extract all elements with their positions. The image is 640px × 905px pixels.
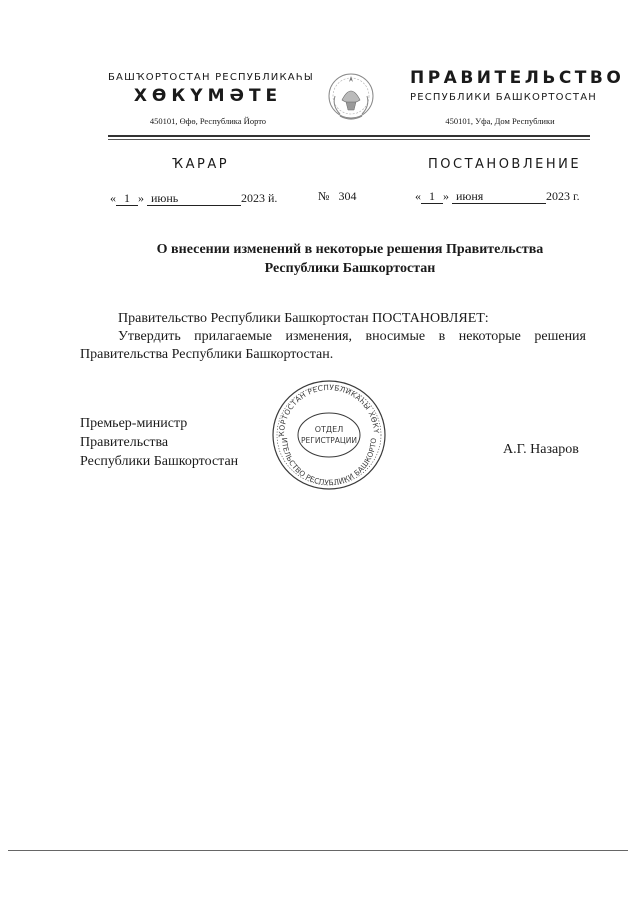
coat-of-arms-icon xyxy=(326,66,376,128)
body-line-2: Утвердить прилагаемые изменения, вносимые в некоторые решения xyxy=(118,329,586,344)
date-left-month: июнь xyxy=(147,192,241,206)
date-right-close-quote: » xyxy=(443,189,449,203)
header-double-rule-top xyxy=(108,135,590,137)
body-line-3: Правительства Республики Башкортостан. xyxy=(80,347,334,362)
date-left-year: 2023 й. xyxy=(241,191,278,205)
doc-number-sign: № xyxy=(318,189,330,203)
stamp-center-line-2: РЕГИСТРАЦИИ xyxy=(301,436,357,445)
stamp-center-line-1: ОТДЕЛ xyxy=(314,425,344,434)
doc-number-value: 304 xyxy=(338,189,357,203)
signature-position xyxy=(80,414,238,471)
right-org-name: ПРАВИТЕЛЬСТВО xyxy=(410,68,625,88)
date-right xyxy=(415,189,580,204)
stamp-ring-bottom: ИТЕЛЬСТВО РЕСПУБЛИКИ БАШКОРТО xyxy=(279,437,379,488)
signature-position-line-1: Премьер-министр xyxy=(80,416,188,431)
date-left-open-quote: « xyxy=(110,191,116,205)
date-left-close-quote: » xyxy=(138,191,144,205)
date-left xyxy=(110,191,277,206)
document-title xyxy=(110,240,590,278)
signatory-name: А.Г. Назаров xyxy=(503,442,579,457)
title-line-1: О внесении изменений в некоторые решения Правительства xyxy=(156,242,544,257)
right-org-line: РЕСПУБЛИКИ БАШКОРТОСТАН xyxy=(410,92,597,103)
left-org-name: ХӨКҮМӘТЕ xyxy=(133,86,283,106)
body-line-1: Правительство Республики Башкортостан ПОСТАНОВЛЯЕТ: xyxy=(118,311,489,326)
left-org-line: БАШҠОРТОСТАН РЕСПУБЛИКАҺЫ xyxy=(108,72,314,83)
doc-type-right: ПОСТАНОВЛЕНИЕ xyxy=(428,157,582,172)
date-right-day: 1 xyxy=(421,190,443,204)
stamp-ring-top: ҠОРТОСТАН РЕСПУБЛИКАҺЫ ХӨКҮ xyxy=(276,382,382,438)
left-address: 450101, Өфө, Республика Йорто xyxy=(149,116,267,126)
registration-stamp xyxy=(270,378,388,492)
right-address: 450101, Уфа, Дом Республики xyxy=(445,116,555,126)
date-right-year: 2023 г. xyxy=(546,189,580,203)
signature-position-line-2: Правительства xyxy=(80,435,169,450)
date-right-month: июня xyxy=(452,190,546,204)
signature-position-line-3: Республики Башкортостан xyxy=(80,454,239,469)
bottom-rule xyxy=(8,850,628,851)
doc-type-left: ҠАРАР xyxy=(172,157,230,172)
doc-number xyxy=(318,189,356,204)
date-right-open-quote: « xyxy=(415,189,421,203)
header-double-rule-bottom xyxy=(108,139,590,140)
date-left-day: 1 xyxy=(116,192,138,206)
title-line-2: Республики Башкортостан xyxy=(264,261,436,276)
